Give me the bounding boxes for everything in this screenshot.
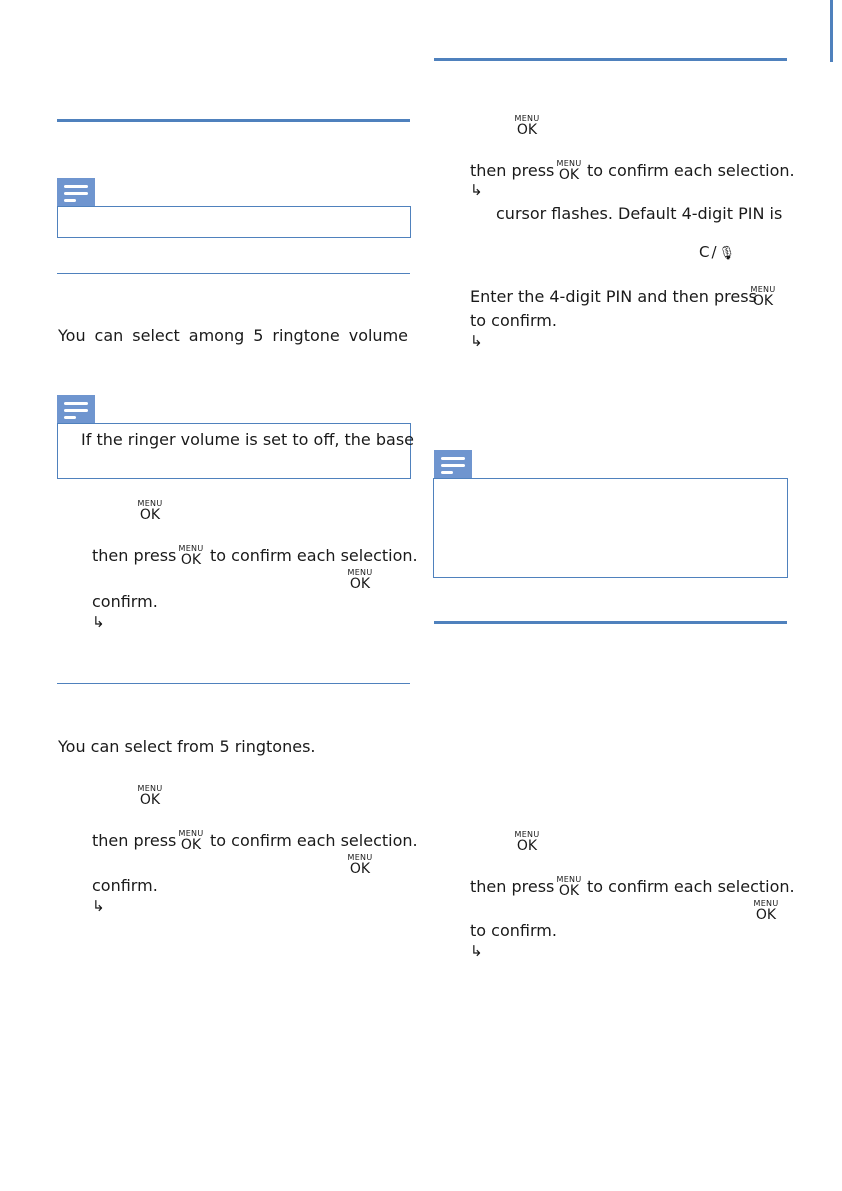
menu-ok-key-icon: MENU OK [750, 285, 776, 309]
note-box-3 [433, 478, 788, 578]
result-arrow-icon: ↳ [470, 942, 483, 960]
ringtone-intro-text: You can select from 5 ringtones. [58, 737, 316, 756]
menu-ok-key-icon: MENU OK [514, 830, 540, 854]
result-arrow-icon: ↳ [470, 181, 483, 199]
volume-intro-text: You can select among 5 ringtone volume [58, 326, 408, 345]
subsection-rule-volume [57, 273, 410, 274]
note-icon [434, 450, 472, 480]
menu-ok-key-icon: MENU OK [556, 159, 582, 183]
step-confirm-each: to confirm each selection. [210, 546, 418, 565]
result-arrow-icon: ↳ [470, 332, 483, 350]
enter-pin-text: Enter the 4-digit PIN and then press [470, 287, 757, 306]
step-then-press: then press [92, 831, 177, 850]
clear-mute-key-icon [699, 243, 735, 263]
menu-ok-key-icon: MENU OK [514, 114, 540, 138]
menu-ok-key-icon: MENU OK [347, 568, 373, 592]
menu-ok-key-icon: MENU OK [556, 875, 582, 899]
result-arrow-icon: ↳ [92, 613, 105, 631]
page-edge-rule [830, 0, 833, 62]
step-confirm-each: to confirm each selection. [587, 877, 795, 896]
step-confirm: confirm. [92, 592, 158, 611]
menu-ok-key-icon: MENU OK [137, 499, 163, 523]
menu-ok-key-icon: MENU OK [753, 899, 779, 923]
mute-icon: 🎙 [718, 246, 736, 261]
step-then-press: then press [470, 877, 555, 896]
clear-key-label: C [699, 243, 710, 261]
section-rule-top-left [57, 119, 410, 122]
volume-note-text: If the ringer volume is set to off, the base [81, 430, 414, 449]
menu-ok-key-icon: MENU OK [347, 853, 373, 877]
to-confirm-text: to confirm. [470, 311, 557, 330]
step-then-press: then press [470, 161, 555, 180]
to-confirm-text: to confirm. [470, 921, 557, 940]
page-header-line [0, 0, 842, 1]
menu-ok-key-icon: MENU OK [178, 544, 204, 568]
menu-ok-key-icon: MENU OK [137, 784, 163, 808]
step-then-press: then press [92, 546, 177, 565]
step-confirm: confirm. [92, 876, 158, 895]
subsection-rule-ringtone [57, 683, 410, 684]
result-arrow-icon: ↳ [92, 897, 105, 915]
note-icon [57, 178, 95, 208]
cursor-flash-text: cursor flashes. Default 4-digit PIN is [496, 204, 783, 223]
step-confirm-each: to confirm each selection. [210, 831, 418, 850]
key-separator: / [711, 243, 717, 261]
note-icon [57, 395, 95, 425]
section-rule-top-right [434, 58, 787, 61]
note-box-1 [57, 206, 411, 238]
section-rule-right-bottom [434, 621, 787, 624]
step-confirm-each: to confirm each selection. [587, 161, 795, 180]
menu-ok-key-icon: MENU OK [178, 829, 204, 853]
